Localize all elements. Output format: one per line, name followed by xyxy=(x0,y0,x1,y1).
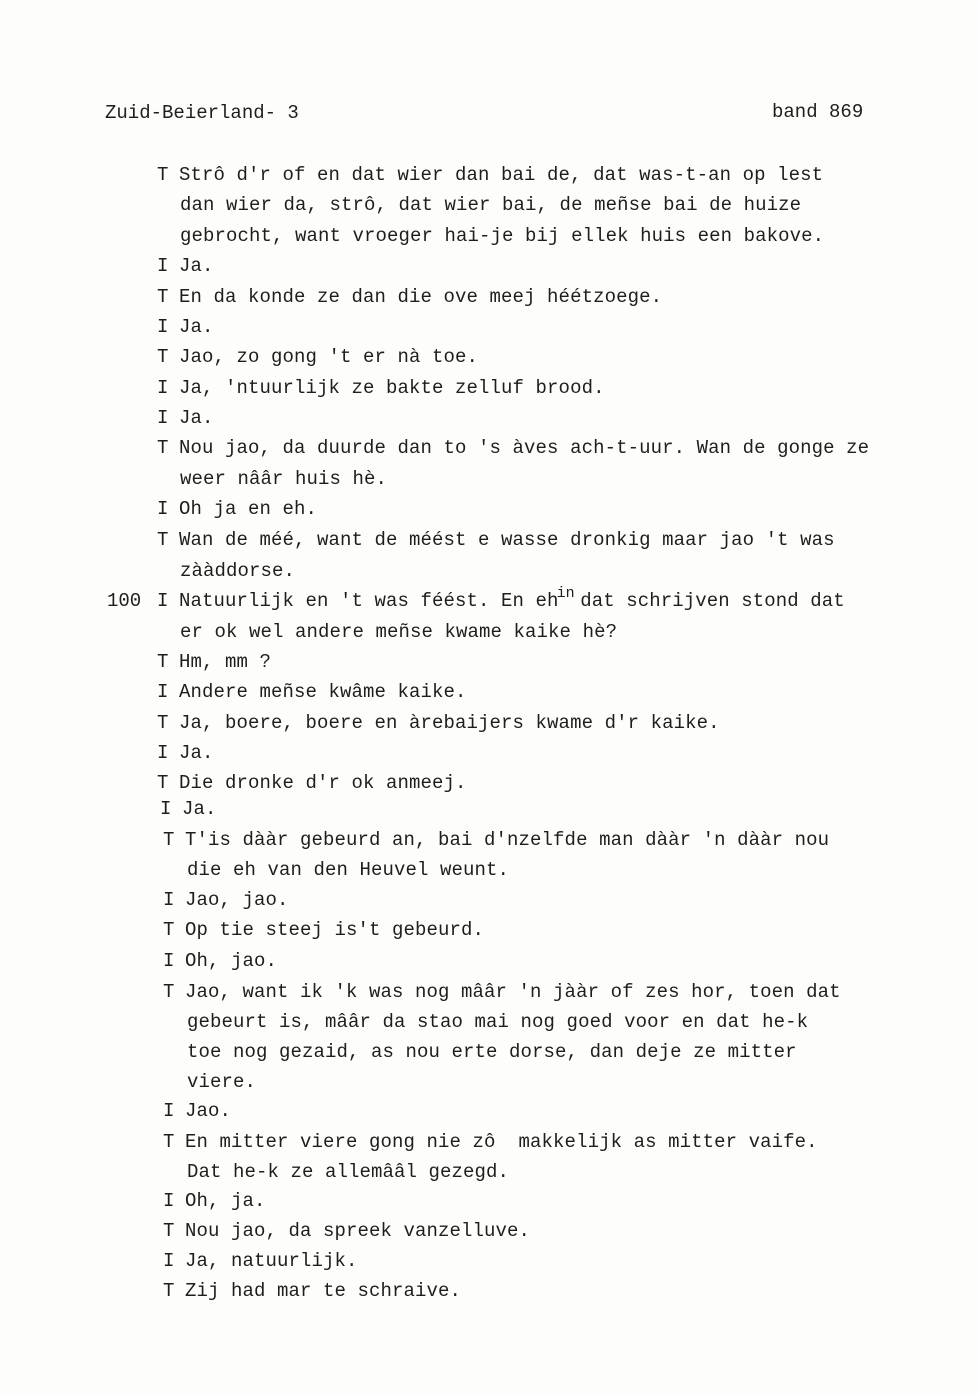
transcript-continuation xyxy=(187,1161,509,1183)
utterance-text: gebeurt is, mââr da stao mai nog goed voor en dat he-k xyxy=(187,1011,809,1033)
utterance-text: gebrocht, want vroeger hai-je bij ellek huis een bakove. xyxy=(180,225,825,247)
utterance-text: Oh, jao. xyxy=(185,950,278,972)
speaker-label: T xyxy=(163,829,175,851)
transcript-line xyxy=(157,377,605,399)
speaker-label: T xyxy=(157,529,169,551)
utterance-text: Ja, 'ntuurlijk ze bakte zelluf brood. xyxy=(179,377,605,399)
utterance-text: Ja, natuurlijk. xyxy=(185,1250,358,1272)
utterance-text: T'is dààr gebeurd an, bai d'nzelfde man dààr 'n dààr nou xyxy=(185,829,830,851)
utterance-text: Jao, jao. xyxy=(185,889,289,911)
speaker-label: T xyxy=(163,919,175,941)
speaker-label: T xyxy=(163,1280,175,1302)
utterance-text: En da konde ze dan die ove meej héétzoege. xyxy=(179,286,663,308)
transcript-line xyxy=(157,529,835,551)
speaker-label: I xyxy=(163,889,175,911)
transcript-line xyxy=(163,1280,461,1302)
header-location: Zuid-Beierland- 3 xyxy=(105,102,299,124)
header-band-number: band 869 xyxy=(772,101,864,123)
speaker-label: T xyxy=(163,1131,175,1153)
utterance-text: Ja. xyxy=(179,316,214,338)
speaker-label: I xyxy=(157,681,169,703)
transcript-line xyxy=(157,498,317,520)
speaker-label: I xyxy=(163,950,175,972)
transcript-line xyxy=(157,681,467,703)
utterance-text: Strô d'r of en dat wier dan bai de, dat was-t-an op lest xyxy=(179,164,824,186)
transcript-line xyxy=(157,346,478,368)
speaker-label: T xyxy=(157,346,169,368)
utterance-text: Andere meñse kwâme kaike. xyxy=(179,681,467,703)
utterance-text: Nou jao, da duurde dan to 's àves ach-t-uur. Wan de gonge ze xyxy=(179,437,870,459)
speaker-label: T xyxy=(157,437,169,459)
transcript-line xyxy=(163,1250,358,1272)
utterance-text: die eh van den Heuvel weunt. xyxy=(187,859,510,881)
speaker-label: I xyxy=(157,407,169,429)
transcript-line xyxy=(163,889,289,911)
utterance-text: er ok wel andere meñse kwame kaike hè? xyxy=(180,621,618,643)
transcript-line xyxy=(163,829,829,851)
utterance-text: Oh, ja. xyxy=(185,1190,266,1212)
utterance-text: Jao, zo gong 't er nà toe. xyxy=(179,346,479,368)
speaker-label: T xyxy=(157,712,169,734)
transcript-line xyxy=(163,919,484,941)
transcript-line xyxy=(163,950,277,972)
speaker-label: I xyxy=(160,798,172,820)
speaker-label: I xyxy=(157,377,169,399)
transcript-line xyxy=(157,585,845,614)
transcript-continuation xyxy=(180,621,617,643)
transcript-continuation xyxy=(180,468,387,490)
speaker-label: I xyxy=(157,498,169,520)
speaker-label: T xyxy=(157,286,169,308)
utterance-text: Die dronke d'r ok anmeej. xyxy=(179,772,467,794)
transcript-line xyxy=(157,742,214,764)
utterance-text: toe nog gezaid, as nou erte dorse, dan deje ze mitter xyxy=(187,1041,797,1063)
speaker-label: T xyxy=(157,164,169,186)
transcript-continuation xyxy=(180,225,824,247)
transcript-line xyxy=(163,1131,818,1153)
utterance-text: Oh ja en eh. xyxy=(179,498,318,520)
utterance-text: viere. xyxy=(187,1071,257,1093)
utterance-text: Natuurlijk en 't was féést. En eh xyxy=(179,590,559,612)
transcript-line xyxy=(157,712,720,734)
transcript-line xyxy=(163,1190,266,1212)
transcript-line xyxy=(157,164,823,186)
transcript-line xyxy=(160,798,217,820)
utterance-text: Jao. xyxy=(185,1100,232,1122)
utterance-text: dat schrijven stond dat xyxy=(568,590,845,612)
transcript-continuation xyxy=(187,859,509,881)
transcript-line xyxy=(157,407,214,429)
line-number: 100 xyxy=(107,590,142,612)
utterance-text: Jao, want ik 'k was nog mââr 'n jààr of zes hor, toen dat xyxy=(185,981,841,1003)
utterance-text: En mitter viere gong nie zô makkelijk as mitter vaife. xyxy=(185,1131,818,1153)
transcript-line xyxy=(163,1220,530,1242)
utterance-text: Op tie steej is't gebeurd. xyxy=(185,919,485,941)
speaker-label: T xyxy=(163,981,175,1003)
utterance-text: Ja. xyxy=(179,255,214,277)
transcript-line xyxy=(157,255,214,277)
utterance-text: weer nââr huis hè. xyxy=(180,468,388,490)
speaker-label: T xyxy=(157,772,169,794)
utterance-text: zààddorse. xyxy=(180,560,296,582)
utterance-text: Zij had mar te schraive. xyxy=(185,1280,462,1302)
transcript-line xyxy=(157,772,467,794)
speaker-label: T xyxy=(157,651,169,673)
utterance-text: Dat he-k ze allemââl gezegd. xyxy=(187,1161,510,1183)
speaker-label: I xyxy=(163,1190,175,1212)
transcript-continuation xyxy=(187,1011,808,1033)
utterance-text: Ja. xyxy=(179,407,214,429)
transcript-line xyxy=(157,651,271,673)
speaker-label: I xyxy=(157,742,169,764)
utterance-text: Nou jao, da spreek vanzelluve. xyxy=(185,1220,531,1242)
speaker-label: I xyxy=(163,1250,175,1272)
transcript-line xyxy=(157,437,869,459)
transcript-continuation xyxy=(187,1041,797,1063)
speaker-label: I xyxy=(157,590,169,612)
transcript-continuation xyxy=(180,194,801,216)
transcript-line xyxy=(157,316,214,338)
transcript-continuation xyxy=(187,1071,256,1093)
speaker-label: T xyxy=(163,1220,175,1242)
utterance-text: dan wier da, strô, dat wier bai, de meñse bai de huize xyxy=(180,194,802,216)
speaker-label: I xyxy=(163,1100,175,1122)
transcript-line xyxy=(163,981,841,1003)
speaker-label: I xyxy=(157,255,169,277)
utterance-text: Ja. xyxy=(182,798,217,820)
speaker-label: I xyxy=(157,316,169,338)
transcript-line xyxy=(157,286,662,308)
transcript-line xyxy=(163,1100,231,1122)
utterance-text: Ja. xyxy=(179,742,214,764)
utterance-text: Hm, mm ? xyxy=(179,651,272,673)
utterance-text: Wan de méé, want de méést e wasse dronkig maar jao 't was xyxy=(179,529,835,551)
interlinear-insertion: in xyxy=(556,585,575,602)
utterance-text: Ja, boere, boere en àrebaijers kwame d'r kaike. xyxy=(179,712,720,734)
transcript-continuation xyxy=(180,560,295,582)
